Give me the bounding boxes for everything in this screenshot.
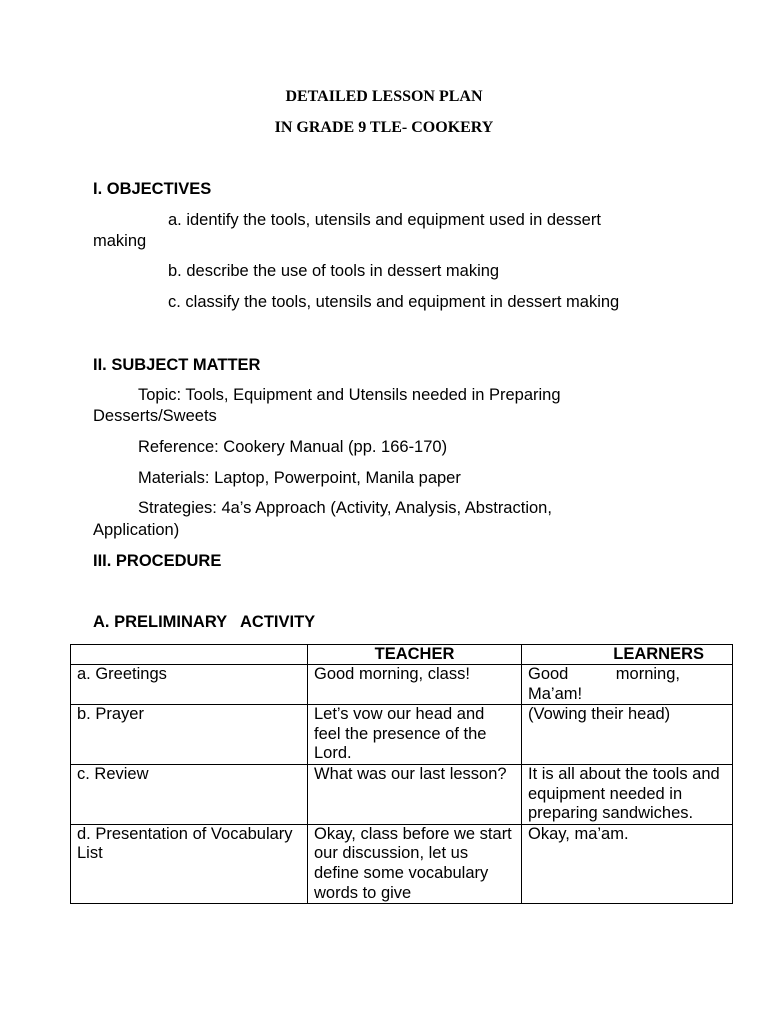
- materials-line: Materials: Laptop, Powerpoint, Manila paper: [138, 469, 461, 487]
- strategies-line2: Application): [93, 521, 180, 539]
- row-label: a. Greetings: [71, 665, 308, 705]
- topic-line1: Topic: Tools, Equipment and Utensils needed in Preparing: [138, 386, 561, 404]
- objective-c: c. classify the tools, utensils and equipment in dessert making: [168, 293, 620, 311]
- preliminary-activity-heading: A. PRELIMINARY ACTIVITY: [93, 613, 316, 631]
- row-label: c. Review: [71, 764, 308, 824]
- row-label: d. Presentation of Vocabulary List: [71, 824, 308, 903]
- preliminary-activity-table: [70, 644, 733, 904]
- learners-cell: (Vowing their head): [522, 705, 733, 765]
- learners-cell: Okay, ma’am.: [522, 824, 733, 903]
- teacher-cell: What was our last lesson?: [308, 764, 522, 824]
- table-row: [71, 764, 733, 824]
- teacher-cell: Let’s vow our head and feel the presence of the Lord.: [308, 705, 522, 765]
- objective-a-line2: making: [93, 232, 147, 250]
- table-row: [71, 705, 733, 765]
- document-title: DETAILED LESSON PLAN: [285, 88, 483, 105]
- header-cell-teacher: TEACHER: [308, 645, 522, 665]
- learners-cell: [522, 665, 733, 705]
- objective-a-line1: a. identify the tools, utensils and equipment used in dessert: [168, 211, 601, 229]
- objective-b: b. describe the use of tools in dessert making: [168, 262, 500, 280]
- teacher-cell: Okay, class before we start our discussion, let us define some vocabulary words to give: [308, 824, 522, 903]
- teacher-cell: Good morning, class!: [308, 665, 522, 705]
- procedure-heading: III. PROCEDURE: [93, 552, 222, 570]
- learners-word: morning,: [615, 665, 680, 683]
- header-cell-empty: [71, 645, 308, 665]
- topic-line2: Desserts/Sweets: [93, 407, 217, 425]
- subject-matter-heading: II. SUBJECT MATTER: [93, 356, 261, 374]
- table-row: [71, 824, 733, 903]
- learners-word: Good: [528, 665, 569, 683]
- header-cell-learners: LEARNERS: [522, 645, 733, 665]
- table-header-row: [71, 645, 733, 665]
- objectives-heading: I. OBJECTIVES: [93, 180, 212, 198]
- row-label: b. Prayer: [71, 705, 308, 765]
- table-row: [71, 665, 733, 705]
- reference-line: Reference: Cookery Manual (pp. 166-170): [138, 438, 448, 456]
- strategies-line1: Strategies: 4a’s Approach (Activity, Analysis, Abstraction,: [138, 499, 552, 517]
- learners-cell: It is all about the tools and equipment needed in preparing sandwiches.: [522, 764, 733, 824]
- document-subtitle: IN GRADE 9 TLE- COOKERY: [274, 119, 494, 136]
- learners-line: Ma’am!: [528, 684, 583, 703]
